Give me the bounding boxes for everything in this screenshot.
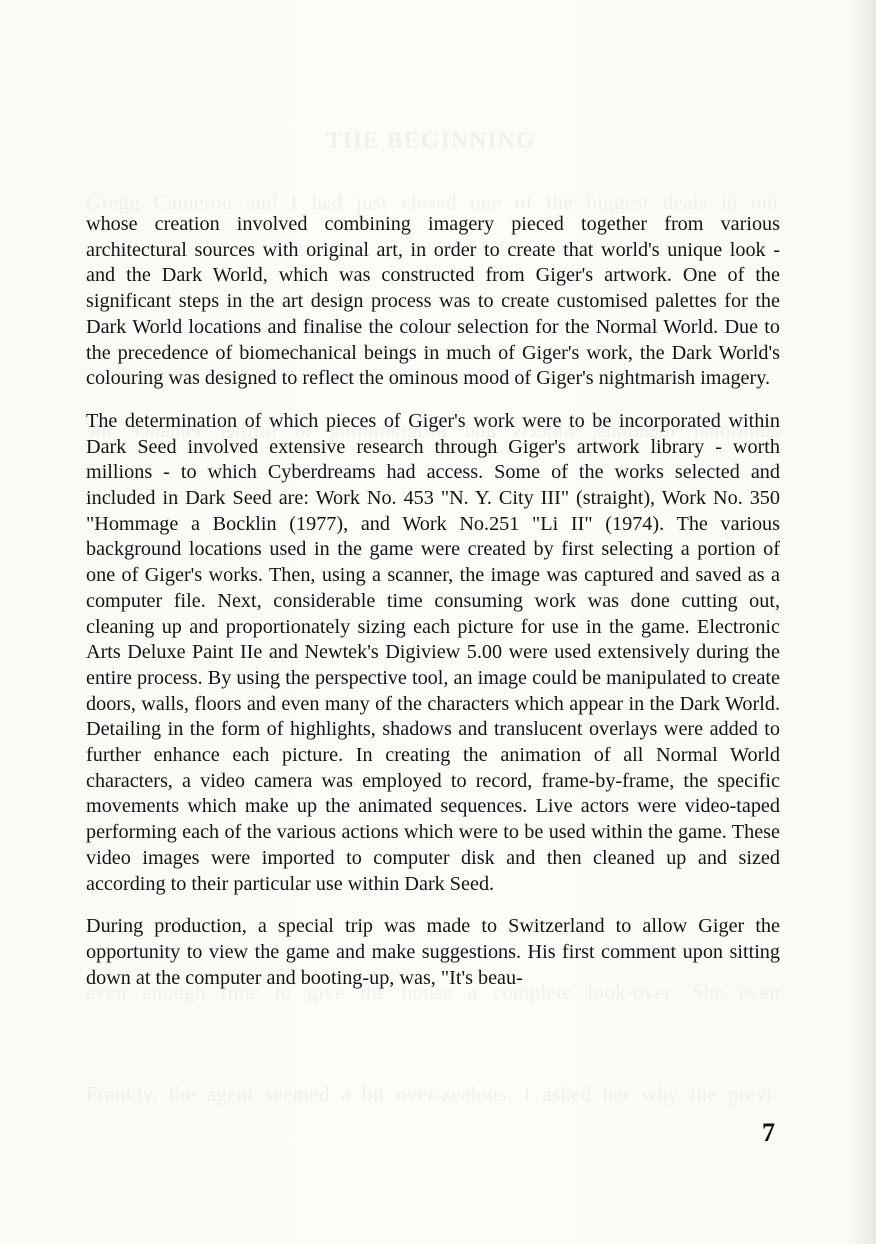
body-text bbox=[86, 212, 780, 1008]
show-through-title bbox=[326, 128, 536, 155]
show-through-line bbox=[86, 1082, 780, 1107]
paragraph-switzerland-trip: During production, a special trip was made to Switzerland to allow Giger the opportunity to view the game and make suggestions. His first comment upon sitting down at the computer and booting-up, was, "It's beau- bbox=[86, 915, 780, 989]
page-number: 7 bbox=[762, 1118, 775, 1147]
paragraph-giger-works: The determination of which pieces of Giger's work were to be incorporated within Dark Seed involved extensive research through Giger's artwork library - worth millions - to which Cyberdreams had access. Some of the works selected and included in Dark Seed are: Work No. 453 "N. Y. City III" (straight), Work No. 350 "Hommage a Bocklin (1977), and Work No.251 "Li II" (1974). The various background locations used in the game were created by first selecting a portion of one of Giger's works. Then, using a scanner, the image was captured and saved as a computer file. Next, considerable time consuming work was done cutting out, cleaning up and proportionately sizing each picture for use in the game. Electronic Arts Deluxe Paint IIe and Newtek's Digiview 5.00 were used extensively during the entire process. By using the perspective tool, an image could be manipulated to create doors, walls, floors and even many of the characters which appear in the Dark World. Detailing in the form of highlights, shadows and translucent overlays were added to further enhance each picture. In creating the animation of all Normal World characters, a video camera was employed to record, frame-by-frame, the specific movements which make up the animated sequences. Live actors were video-taped performing each of the various actions which were to be used within the game. These video images were imported to computer disk and then cleaned up and sized according to their particular use within Dark Seed. bbox=[86, 409, 780, 895]
paragraph-art-design: whose creation involved combining imagery pieced together from various architectural sources with original art, in order to create that world's unique look - and the Dark World, which was constructed from Giger's artwork. One of the significant steps in the art design process was to create customised palettes for the Dark World locations and finalise the colour selection for the Normal World. Due to the precedence of biomechanical beings in much of Giger's work, the Dark World's colouring was designed to reflect the ominous mood of Giger's nightmarish imagery. bbox=[86, 213, 780, 390]
